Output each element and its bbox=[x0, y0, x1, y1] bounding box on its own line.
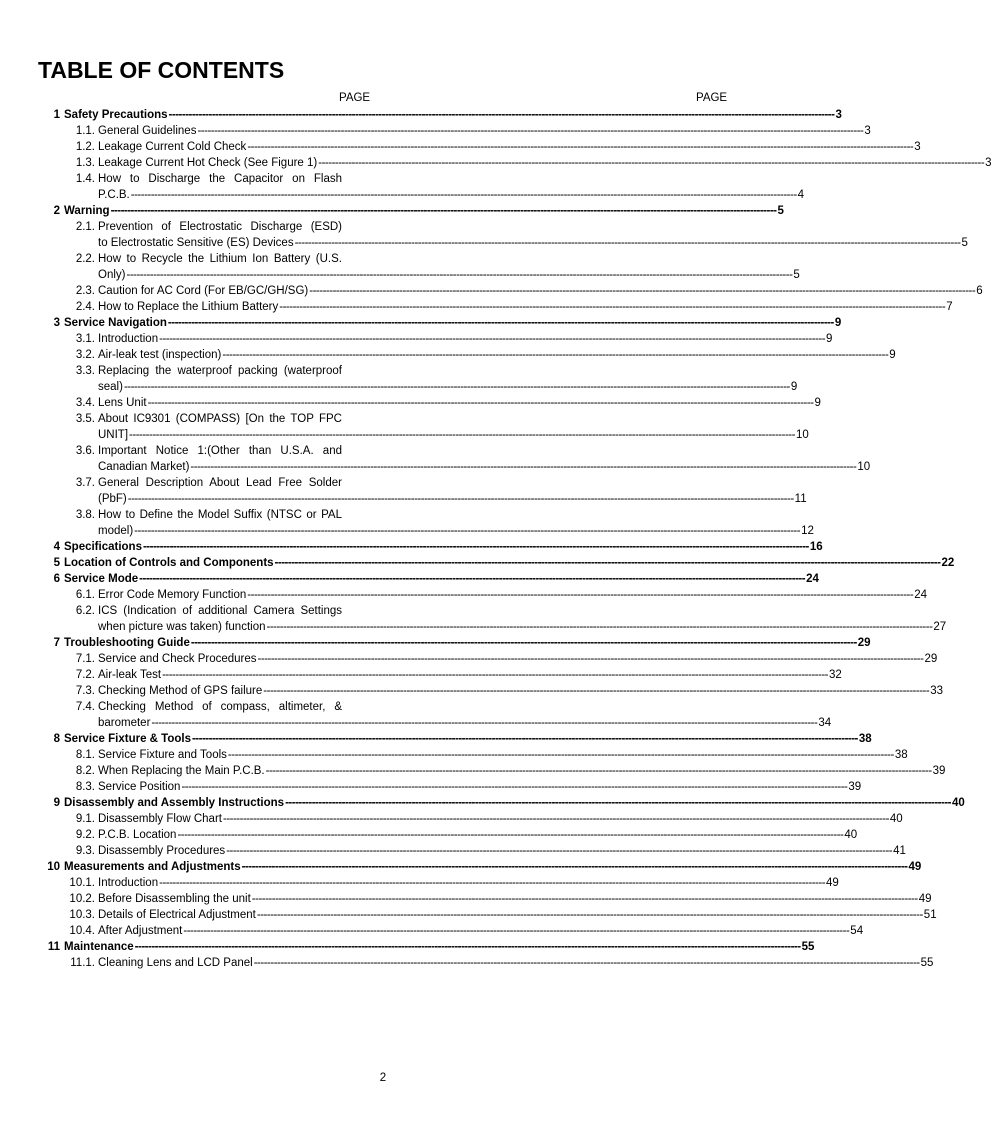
toc-entry-number: 8.2. bbox=[75, 765, 95, 777]
toc-entry-title: seal) bbox=[98, 381, 123, 393]
toc-entry-number: 9.1. bbox=[75, 813, 95, 825]
toc-entry-page: 9 bbox=[814, 397, 821, 409]
toc-entry-continuation[interactable] bbox=[98, 715, 832, 731]
toc-entry-title: Before Disassembling the unit bbox=[98, 893, 251, 905]
toc-entry[interactable] bbox=[98, 283, 983, 299]
toc-entry-number: 11.1. bbox=[70, 957, 95, 969]
toc-entry-page: 9 bbox=[834, 317, 842, 329]
leader-dots: -------------------------------------------------------------------------------------------------------------------------------------------------------------------------------------------------------- bbox=[227, 749, 894, 761]
toc-entry-number: 9.3. bbox=[75, 845, 95, 857]
toc-entry-page: 5 bbox=[961, 237, 968, 249]
toc-entry-title: General Description About Lead Free Solder bbox=[98, 477, 342, 489]
toc-entry-number: 5 bbox=[53, 557, 60, 569]
leader-dots: -------------------------------------------------------------------------------------------------------------------------------------------------------------------------------------------------------- bbox=[256, 909, 923, 921]
toc-entry-page: 7 bbox=[946, 301, 953, 313]
toc-entry-number: 2.2. bbox=[75, 253, 95, 265]
toc-entry-title: Cleaning Lens and LCD Panel bbox=[98, 957, 253, 969]
toc-entry[interactable] bbox=[98, 155, 992, 171]
leader-dots: -------------------------------------------------------------------------------------------------------------------------------------------------------------------------------------------------------- bbox=[318, 157, 985, 169]
toc-entry-title: ICS (Indication of additional Camera Settings bbox=[98, 605, 342, 617]
toc-entry-number: 7.1. bbox=[75, 653, 95, 665]
toc-entry-page: 38 bbox=[894, 749, 908, 761]
toc-entry[interactable] bbox=[98, 299, 953, 315]
toc-entry-continuation[interactable] bbox=[98, 379, 798, 395]
toc-entry-number: 8.1. bbox=[75, 749, 95, 761]
toc-entry-title: Disassembly and Assembly Instructions bbox=[64, 797, 285, 809]
toc-entry[interactable] bbox=[98, 507, 342, 523]
toc-entry-page: 3 bbox=[914, 141, 921, 153]
toc-entry-number: 7.4. bbox=[75, 701, 95, 713]
toc-entry[interactable] bbox=[64, 315, 842, 331]
toc-entry-title: Replacing the waterproof packing (waterproof bbox=[98, 365, 342, 377]
toc-entry[interactable] bbox=[98, 171, 342, 187]
toc-entry-continuation[interactable] bbox=[98, 523, 814, 539]
leader-dots: -------------------------------------------------------------------------------------------------------------------------------------------------------------------------------------------------------- bbox=[167, 317, 834, 329]
toc-entry-number: 2.3. bbox=[75, 285, 95, 297]
toc-entry[interactable] bbox=[64, 635, 871, 651]
toc-entry[interactable] bbox=[98, 699, 342, 715]
toc-entry[interactable] bbox=[64, 107, 842, 123]
toc-entry-number: 1.2. bbox=[75, 141, 95, 153]
toc-entry-page: 5 bbox=[793, 269, 800, 281]
toc-entry-number: 10.1. bbox=[69, 877, 95, 889]
leader-dots: -------------------------------------------------------------------------------------------------------------------------------------------------------------------------------------------------------- bbox=[191, 733, 858, 745]
leader-dots: -------------------------------------------------------------------------------------------------------------------------------------------------------------------------------------------------------- bbox=[130, 189, 797, 201]
leader-dots: -------------------------------------------------------------------------------------------------------------------------------------------------------------------------------------------------------- bbox=[197, 125, 864, 137]
toc-entry-title: Disassembly Procedures bbox=[98, 845, 226, 857]
leader-dots: -------------------------------------------------------------------------------------------------------------------------------------------------------------------------------------------------------- bbox=[183, 925, 850, 937]
toc-entry-continuation[interactable] bbox=[98, 235, 968, 251]
toc-entry[interactable] bbox=[98, 251, 342, 267]
toc-entry-page: 55 bbox=[920, 957, 934, 969]
toc-entry-title: Disassembly Flow Chart bbox=[98, 813, 222, 825]
leader-dots: -------------------------------------------------------------------------------------------------------------------------------------------------------------------------------------------------------- bbox=[247, 141, 914, 153]
toc-entry-number: 9 bbox=[53, 797, 60, 809]
toc-entry-continuation[interactable] bbox=[98, 491, 807, 507]
toc-entry-page: 39 bbox=[848, 781, 862, 793]
toc-entry-title: Error Code Memory Function bbox=[98, 589, 247, 601]
toc-entry-page: 4 bbox=[797, 189, 805, 201]
toc-entry[interactable] bbox=[98, 667, 842, 683]
toc-entry-number: 11 bbox=[47, 941, 60, 953]
leader-dots: -------------------------------------------------------------------------------------------------------------------------------------------------------------------------------------------------------- bbox=[181, 781, 848, 793]
toc-entry-number: 1.4. bbox=[75, 173, 95, 185]
toc-entry[interactable] bbox=[98, 891, 932, 907]
toc-entry-title: Checking Method of compass, altimeter, & bbox=[98, 701, 342, 713]
toc-entry-page: 3 bbox=[835, 109, 842, 121]
toc-entry[interactable] bbox=[98, 907, 937, 923]
toc-entry-number: 3 bbox=[53, 317, 60, 329]
toc-entry-title: Lens Unit bbox=[98, 397, 147, 409]
leader-dots: -------------------------------------------------------------------------------------------------------------------------------------------------------------------------------------------------------- bbox=[257, 653, 924, 665]
leader-dots: -------------------------------------------------------------------------------------------------------------------------------------------------------------------------------------------------------- bbox=[159, 333, 826, 345]
toc-entry-title: Measurements and Adjustments bbox=[64, 861, 241, 873]
toc-entry-title: to Electrostatic Sensitive (ES) Devices bbox=[98, 237, 294, 249]
toc-entry[interactable] bbox=[98, 827, 858, 843]
toc-entry-page: 49 bbox=[826, 877, 839, 889]
toc-entry-title: How to Define the Model Suffix (NTSC or PAL bbox=[98, 509, 342, 521]
toc-entry-title: Safety Precautions bbox=[64, 109, 168, 121]
leader-dots: -------------------------------------------------------------------------------------------------------------------------------------------------------------------------------------------------------- bbox=[265, 765, 932, 777]
toc-entry-title: P.C.B. Location bbox=[98, 829, 177, 841]
toc-entry[interactable] bbox=[64, 731, 872, 747]
toc-entry[interactable] bbox=[98, 779, 862, 795]
toc-entry-title: Leakage Current Hot Check (See Figure 1) bbox=[98, 157, 318, 169]
toc-entry-number: 1 bbox=[53, 109, 60, 121]
toc-entry-page: 5 bbox=[777, 205, 784, 217]
toc-entry-title: Introduction bbox=[98, 333, 159, 345]
leader-dots: -------------------------------------------------------------------------------------------------------------------------------------------------------------------------------------------------------- bbox=[251, 893, 918, 905]
page-title: TABLE OF CONTENTS bbox=[38, 57, 285, 83]
toc-entry-number: 7.3. bbox=[75, 685, 95, 697]
toc-entry[interactable] bbox=[98, 587, 927, 603]
toc-entry[interactable] bbox=[98, 219, 342, 235]
leader-dots: -------------------------------------------------------------------------------------------------------------------------------------------------------------------------------------------------------- bbox=[241, 861, 908, 873]
toc-entry-number: 7 bbox=[53, 637, 60, 649]
leader-dots: -------------------------------------------------------------------------------------------------------------------------------------------------------------------------------------------------------- bbox=[190, 637, 857, 649]
leader-dots: -------------------------------------------------------------------------------------------------------------------------------------------------------------------------------------------------------- bbox=[266, 621, 933, 633]
toc-entry-title: Troubleshooting Guide bbox=[64, 637, 190, 649]
toc-entry[interactable] bbox=[98, 843, 906, 859]
leader-dots: -------------------------------------------------------------------------------------------------------------------------------------------------------------------------------------------------------- bbox=[129, 429, 795, 441]
leader-dots: -------------------------------------------------------------------------------------------------------------------------------------------------------------------------------------------------------- bbox=[139, 573, 806, 585]
toc-entry-page: 9 bbox=[826, 333, 833, 345]
leader-dots: -------------------------------------------------------------------------------------------------------------------------------------------------------------------------------------------------------- bbox=[285, 797, 951, 809]
toc-entry-number: 3.6. bbox=[75, 445, 95, 457]
toc-entry[interactable] bbox=[64, 571, 819, 587]
toc-entry-title: (PbF) bbox=[98, 493, 127, 505]
toc-entry[interactable] bbox=[64, 795, 965, 811]
page-column-header: PAGE bbox=[339, 92, 371, 104]
toc-entry-title: Maintenance bbox=[64, 941, 134, 953]
leader-dots: -------------------------------------------------------------------------------------------------------------------------------------------------------------------------------------------------------- bbox=[110, 205, 777, 217]
toc-entry-title: Service Position bbox=[98, 781, 181, 793]
toc-entry-number: 2.4. bbox=[75, 301, 95, 313]
toc-entry-page: 10 bbox=[795, 429, 809, 441]
toc-entry-page: 12 bbox=[801, 525, 814, 537]
toc-entry-title: Warning bbox=[64, 205, 110, 217]
toc-entry[interactable] bbox=[98, 955, 934, 971]
toc-entry[interactable] bbox=[98, 603, 342, 619]
toc-entry[interactable] bbox=[64, 859, 922, 875]
toc-entry-page: 6 bbox=[976, 285, 983, 297]
toc-entry-page: 49 bbox=[918, 893, 932, 905]
toc-entry-number: 3.3. bbox=[75, 365, 95, 377]
toc-entry-title: Leakage Current Cold Check bbox=[98, 141, 247, 153]
toc-entry-title: After Adjustment bbox=[98, 925, 183, 937]
toc-entry-page: 27 bbox=[933, 621, 947, 633]
toc-entry-title: Air-leak Test bbox=[98, 669, 162, 681]
toc-entry-title: How to Replace the Lithium Battery bbox=[98, 301, 279, 313]
toc-entry-page: 24 bbox=[806, 573, 819, 585]
toc-entry-number: 1.1. bbox=[75, 125, 95, 137]
toc-entry[interactable] bbox=[98, 811, 903, 827]
toc-entry-number: 10 bbox=[47, 861, 60, 873]
toc-entry-page: 40 bbox=[844, 829, 858, 841]
toc-entry-page: 51 bbox=[923, 909, 937, 921]
toc-entry-title: Service Fixture & Tools bbox=[64, 733, 191, 745]
toc-entry[interactable] bbox=[64, 939, 815, 955]
toc-entry-number: 10.2. bbox=[69, 893, 95, 905]
toc-entry-number: 7.2. bbox=[75, 669, 95, 681]
toc-entry[interactable] bbox=[98, 683, 943, 699]
toc-entry-number: 3.5. bbox=[75, 413, 95, 425]
toc-entry-title: Specifications bbox=[64, 541, 142, 553]
toc-entry-page: 32 bbox=[828, 669, 842, 681]
toc-entry-page: 9 bbox=[889, 349, 896, 361]
leader-dots: -------------------------------------------------------------------------------------------------------------------------------------------------------------------------------------------------------- bbox=[127, 493, 794, 505]
leader-dots: -------------------------------------------------------------------------------------------------------------------------------------------------------------------------------------------------------- bbox=[123, 381, 790, 393]
toc-entry-page: 41 bbox=[893, 845, 906, 857]
toc-entry[interactable] bbox=[98, 331, 833, 347]
toc-entry-continuation[interactable] bbox=[98, 267, 800, 283]
toc-entry-page: 29 bbox=[924, 653, 938, 665]
toc-entry-page: 16 bbox=[809, 541, 823, 553]
toc-entry-continuation[interactable] bbox=[98, 427, 809, 443]
toc-entry-continuation[interactable] bbox=[98, 459, 871, 475]
toc-entry[interactable] bbox=[98, 411, 342, 427]
leader-dots: -------------------------------------------------------------------------------------------------------------------------------------------------------------------------------------------------------- bbox=[253, 957, 920, 969]
toc-entry-number: 3.2. bbox=[75, 349, 95, 361]
leader-dots: -------------------------------------------------------------------------------------------------------------------------------------------------------------------------------------------------------- bbox=[142, 541, 809, 553]
toc-entry-page: 40 bbox=[889, 813, 903, 825]
toc-entry-page: 40 bbox=[952, 797, 965, 809]
toc-entry[interactable] bbox=[98, 347, 896, 363]
toc-entry-page: 38 bbox=[858, 733, 872, 745]
toc-entry[interactable] bbox=[64, 203, 784, 219]
toc-entry-page: 3 bbox=[985, 157, 992, 169]
toc-entry-page: 39 bbox=[932, 765, 946, 777]
toc-entry-number: 1.3. bbox=[75, 157, 95, 169]
leader-dots: -------------------------------------------------------------------------------------------------------------------------------------------------------------------------------------------------------- bbox=[151, 717, 818, 729]
toc-entry-page: 55 bbox=[801, 941, 815, 953]
toc-entry-page: 34 bbox=[818, 717, 832, 729]
toc-entry-title: Checking Method of GPS failure bbox=[98, 685, 263, 697]
toc-entry[interactable] bbox=[98, 443, 342, 459]
toc-entry-title: model) bbox=[98, 525, 134, 537]
leader-dots: -------------------------------------------------------------------------------------------------------------------------------------------------------------------------------------------------------- bbox=[126, 269, 793, 281]
toc-entry-number: 6.2. bbox=[75, 605, 95, 617]
toc-entry[interactable] bbox=[98, 763, 946, 779]
toc-entry[interactable] bbox=[98, 651, 938, 667]
toc-entry-title: P.C.B. bbox=[98, 189, 130, 201]
leader-dots: -------------------------------------------------------------------------------------------------------------------------------------------------------------------------------------------------------- bbox=[159, 877, 826, 889]
toc-entry-title: Service Mode bbox=[64, 573, 139, 585]
toc-entry-continuation[interactable] bbox=[98, 619, 947, 635]
toc-entry-page: 49 bbox=[908, 861, 922, 873]
toc-entry-title: When Replacing the Main P.C.B. bbox=[98, 765, 265, 777]
toc-entry[interactable] bbox=[98, 875, 839, 891]
leader-dots: -------------------------------------------------------------------------------------------------------------------------------------------------------------------------------------------------------- bbox=[279, 301, 946, 313]
toc-entry[interactable] bbox=[98, 395, 821, 411]
toc-entry-page: 33 bbox=[930, 685, 943, 697]
page-column-header-right: PAGE bbox=[696, 92, 728, 104]
toc-entry[interactable] bbox=[98, 475, 342, 491]
toc-entry[interactable] bbox=[98, 923, 864, 939]
toc-entry[interactable] bbox=[98, 747, 908, 763]
leader-dots: -------------------------------------------------------------------------------------------------------------------------------------------------------------------------------------------------------- bbox=[222, 349, 889, 361]
toc-entry-number: 2 bbox=[53, 205, 60, 217]
leader-dots: -------------------------------------------------------------------------------------------------------------------------------------------------------------------------------------------------------- bbox=[263, 685, 930, 697]
toc-entry-title: Service Navigation bbox=[64, 317, 167, 329]
leader-dots: -------------------------------------------------------------------------------------------------------------------------------------------------------------------------------------------------------- bbox=[134, 941, 801, 953]
toc-entry-title: Air-leak test (inspection) bbox=[98, 349, 222, 361]
toc-entry-page: 54 bbox=[850, 925, 864, 937]
toc-entry-title: UNIT] bbox=[98, 429, 129, 441]
leader-dots: -------------------------------------------------------------------------------------------------------------------------------------------------------------------------------------------------------- bbox=[226, 845, 893, 857]
toc-entry-page: 10 bbox=[857, 461, 871, 473]
toc-entry-title: How to Discharge the Capacitor on Flash bbox=[98, 173, 342, 185]
leader-dots: -------------------------------------------------------------------------------------------------------------------------------------------------------------------------------------------------------- bbox=[222, 813, 889, 825]
toc-entry-page: 9 bbox=[790, 381, 798, 393]
toc-entry-title: Prevention of Electrostatic Discharge (ESD) bbox=[98, 221, 342, 233]
toc-entry-title: Introduction bbox=[98, 877, 159, 889]
toc-entry-title: Caution for AC Cord (For EB/GC/GH/SG) bbox=[98, 285, 309, 297]
toc-entry-title: barometer bbox=[98, 717, 151, 729]
toc-entry-number: 10.4. bbox=[69, 925, 95, 937]
toc-entry-number: 3.4. bbox=[75, 397, 95, 409]
toc-entry-number: 8.3. bbox=[75, 781, 95, 793]
toc-entry-number: 2.1. bbox=[75, 221, 95, 233]
toc-entry-title: Important Notice 1:(Other than U.S.A. and bbox=[98, 445, 342, 457]
toc-entry-number: 3.7. bbox=[75, 477, 95, 489]
toc-entry-page: 3 bbox=[864, 125, 871, 137]
toc-entry-number: 3.8. bbox=[75, 509, 95, 521]
leader-dots: -------------------------------------------------------------------------------------------------------------------------------------------------------------------------------------------------------- bbox=[147, 397, 814, 409]
toc-entry-number: 8 bbox=[53, 733, 60, 745]
toc-entry-number: 10.3. bbox=[69, 909, 95, 921]
toc-entry-title: General Guidelines bbox=[98, 125, 197, 137]
toc-entry-title: Service Fixture and Tools bbox=[98, 749, 227, 761]
toc-entry-title: How to Recycle the Lithium Ion Battery (U.S. bbox=[98, 253, 342, 265]
leader-dots: -------------------------------------------------------------------------------------------------------------------------------------------------------------------------------------------------------- bbox=[247, 589, 914, 601]
leader-dots: -------------------------------------------------------------------------------------------------------------------------------------------------------------------------------------------------------- bbox=[162, 669, 828, 681]
toc-entry-page: 11 bbox=[794, 493, 807, 505]
toc-entry[interactable] bbox=[64, 539, 823, 555]
leader-dots: -------------------------------------------------------------------------------------------------------------------------------------------------------------------------------------------------------- bbox=[309, 285, 976, 297]
toc-entry-title: About IC9301 (COMPASS) [On the TOP FPC bbox=[98, 413, 342, 425]
toc-entry-continuation[interactable] bbox=[98, 187, 805, 203]
leader-dots: -------------------------------------------------------------------------------------------------------------------------------------------------------------------------------------------------------- bbox=[190, 461, 857, 473]
toc-entry-page: 29 bbox=[857, 637, 871, 649]
toc-entry-number: 9.2. bbox=[75, 829, 95, 841]
toc-entry-page: 22 bbox=[941, 557, 955, 569]
toc-entry-title: Service and Check Procedures bbox=[98, 653, 257, 665]
leader-dots: -------------------------------------------------------------------------------------------------------------------------------------------------------------------------------------------------------- bbox=[177, 829, 844, 841]
toc-entry-title: Only) bbox=[98, 269, 126, 281]
toc-entry-number: 6.1. bbox=[75, 589, 95, 601]
page-number: 2 bbox=[379, 1072, 387, 1084]
toc-entry-title: when picture was taken) function bbox=[98, 621, 266, 633]
toc-entry-title: Location of Controls and Components bbox=[64, 557, 274, 569]
leader-dots: -------------------------------------------------------------------------------------------------------------------------------------------------------------------------------------------------------- bbox=[168, 109, 835, 121]
toc-entry-title: Details of Electrical Adjustment bbox=[98, 909, 256, 921]
toc-entry-page: 24 bbox=[914, 589, 927, 601]
toc-entry[interactable] bbox=[98, 123, 871, 139]
leader-dots: -------------------------------------------------------------------------------------------------------------------------------------------------------------------------------------------------------- bbox=[294, 237, 961, 249]
toc-entry[interactable] bbox=[98, 363, 342, 379]
toc-entry-number: 3.1. bbox=[75, 333, 95, 345]
leader-dots: -------------------------------------------------------------------------------------------------------------------------------------------------------------------------------------------------------- bbox=[134, 525, 801, 537]
toc-entry-number: 6 bbox=[53, 573, 60, 585]
leader-dots: -------------------------------------------------------------------------------------------------------------------------------------------------------------------------------------------------------- bbox=[274, 557, 941, 569]
toc-entry-number: 4 bbox=[53, 541, 60, 553]
toc-entry-title: Canadian Market) bbox=[98, 461, 190, 473]
toc-entry[interactable] bbox=[64, 555, 955, 571]
toc-entry[interactable] bbox=[98, 139, 921, 155]
